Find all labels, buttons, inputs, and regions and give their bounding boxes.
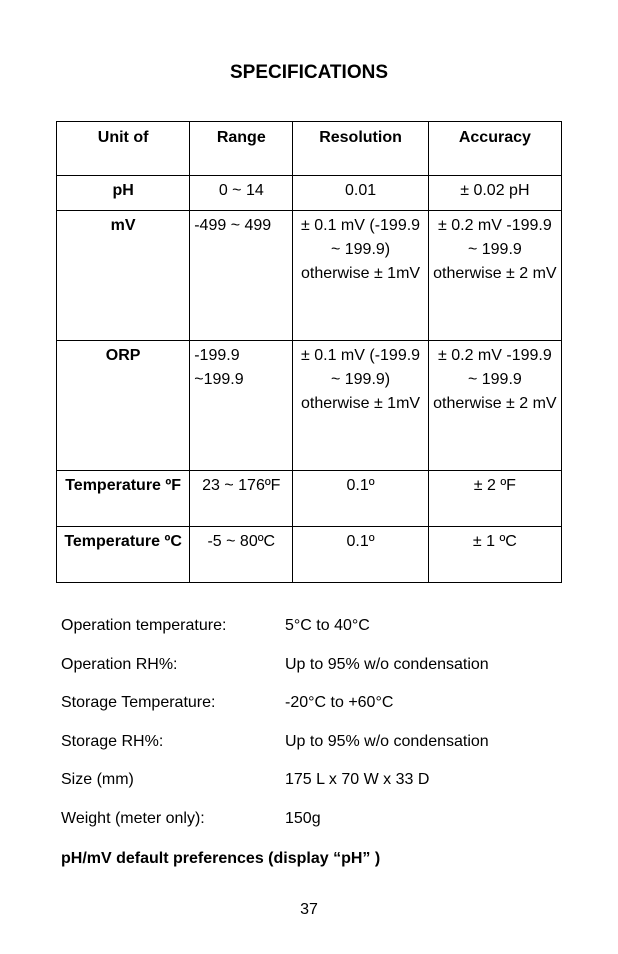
spec-value: 175 L x 70 W x 33 D <box>285 771 430 788</box>
preferences-heading: pH/mV default preferences (display “pH” ) <box>61 850 381 867</box>
row-unit: mV <box>57 211 190 341</box>
table-row <box>57 471 562 527</box>
row-resolution: 0.01 <box>293 176 428 211</box>
row-range: 23 ~ 176ºF <box>190 471 293 527</box>
row-range: 0 ~ 14 <box>190 176 293 211</box>
spec-value: -20°C to +60°C <box>285 694 394 711</box>
spec-label: Storage Temperature: <box>61 694 216 711</box>
row-accuracy: ± 1 ºC <box>428 527 561 583</box>
spec-label: Weight (meter only): <box>61 809 205 827</box>
page-title: SPECIFICATIONS <box>230 62 388 83</box>
table-row <box>57 527 562 583</box>
spec-value: 150g <box>285 809 321 827</box>
row-accuracy: ± 2 ºF <box>428 471 561 527</box>
specifications-table <box>56 121 562 583</box>
spec-label: Operation RH%: <box>61 655 178 673</box>
table-row <box>57 211 562 341</box>
spec-label: Size (mm) <box>61 771 134 788</box>
header-unit: Unit of <box>57 122 190 176</box>
row-resolution: 0.1º <box>293 527 428 583</box>
spec-label: Storage RH%: <box>61 732 164 750</box>
spec-value: Up to 95% w/o condensation <box>285 655 489 673</box>
row-accuracy: ± 0.2 mV -199.9 ~ 199.9 otherwise ± 2 mV <box>428 341 561 471</box>
row-resolution: ± 0.1 mV (-199.9 ~ 199.9) otherwise ± 1mV <box>293 341 428 471</box>
row-resolution: ± 0.1 mV (-199.9 ~ 199.9) otherwise ± 1mV <box>293 211 428 341</box>
row-accuracy: ± 0.2 mV -199.9 ~ 199.9 otherwise ± 2 mV <box>428 211 561 341</box>
header-range: Range <box>190 122 293 176</box>
header-accuracy: Accuracy <box>428 122 561 176</box>
table-row <box>57 176 562 211</box>
row-range: -499 ~ 499 <box>190 211 293 341</box>
row-unit: Temperature ºF <box>57 471 190 527</box>
row-resolution: 0.1º <box>293 471 428 527</box>
spec-label: Operation temperature: <box>61 617 227 634</box>
row-range: -5 ~ 80ºC <box>190 527 293 583</box>
row-unit: Temperature ºC <box>57 527 190 583</box>
row-range: -199.9 ~199.9 <box>190 341 293 471</box>
row-accuracy: ± 0.02 pH <box>428 176 561 211</box>
header-resolution: Resolution <box>293 122 428 176</box>
table-header-row <box>57 122 562 176</box>
row-unit: ORP <box>57 341 190 471</box>
spec-value: Up to 95% w/o condensation <box>285 732 489 750</box>
spec-value: 5°C to 40°C <box>285 617 370 634</box>
table-row <box>57 341 562 471</box>
page-number: 37 <box>300 901 318 918</box>
row-unit: pH <box>57 176 190 211</box>
